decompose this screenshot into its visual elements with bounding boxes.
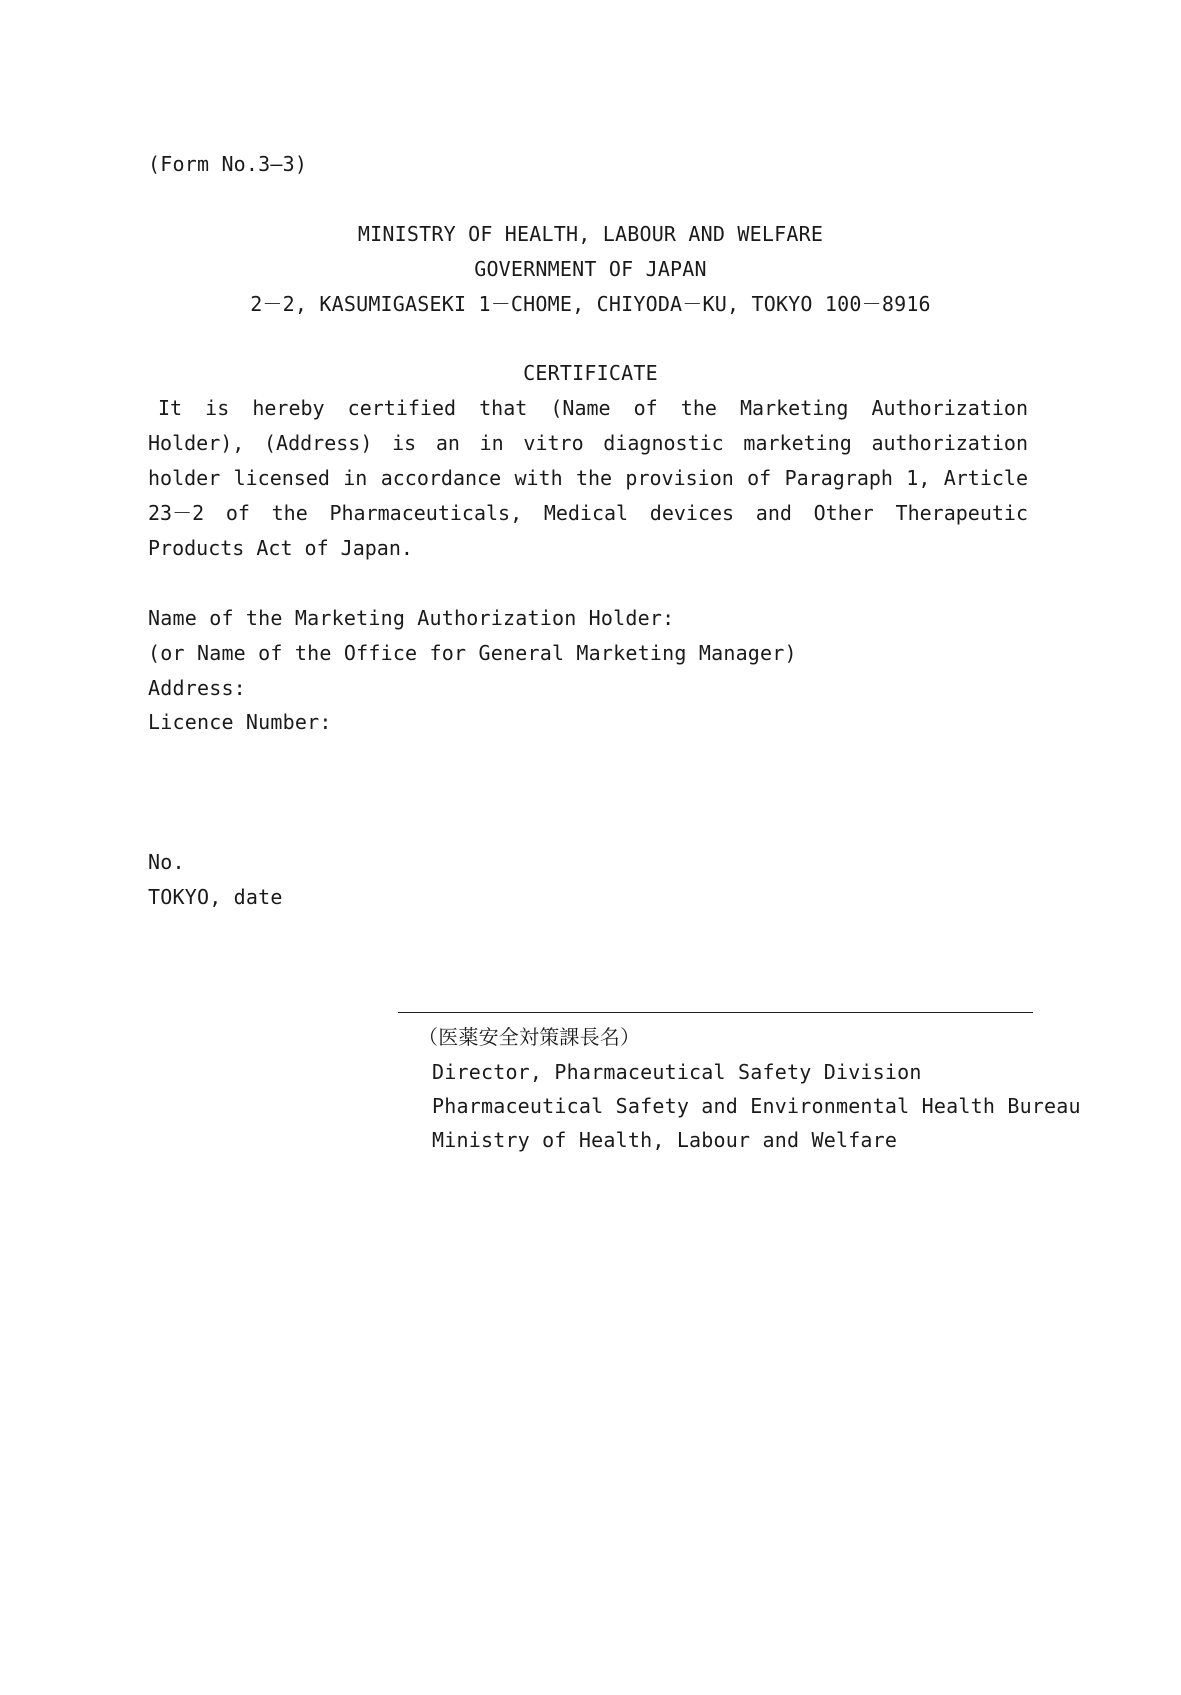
field-office-name: (or Name of the Office for General Marketing Manager) <box>148 641 797 665</box>
header-government: GOVERNMENT OF JAPAN <box>474 257 707 281</box>
field-licence-number: Licence Number: <box>148 710 332 734</box>
signature-name-placeholder: （医薬安全対策課長名） <box>418 1025 641 1049</box>
signature-title-bureau: Pharmaceutical Safety and Environmental Health Bureau <box>432 1094 1081 1118</box>
signature-title-ministry: Ministry of Health, Labour and Welfare <box>432 1128 898 1152</box>
signature-title-director: Director, Pharmaceutical Safety Division <box>432 1060 922 1084</box>
certificate-title: CERTIFICATE <box>523 361 658 385</box>
issue-place-date: TOKYO, date <box>148 885 283 909</box>
form-number: (Form No.3—3) <box>148 152 308 176</box>
header-address: 2－2, KASUMIGASEKI 1－CHOME, CHIYODA－KU, TOKYO 100－8916 <box>250 292 931 316</box>
header-ministry: MINISTRY OF HEALTH, LABOUR AND WELFARE <box>357 222 824 246</box>
field-address: Address: <box>148 676 246 700</box>
field-holder-name: Name of the Marketing Authorization Holder: <box>148 606 675 630</box>
certificate-body: It is hereby certified that (Name of the Marketing Authorization Holder), (Address) is an in vitro diagnostic marketing authorization holder licensed in accordance with the provision of Paragraph 1, Article 23－2 of the Pharmaceuticals, Medical devices and Other Therapeutic Products Act of Japan. <box>148 396 1028 560</box>
signature-line <box>398 1012 1033 1013</box>
issue-number: No. <box>148 850 185 874</box>
